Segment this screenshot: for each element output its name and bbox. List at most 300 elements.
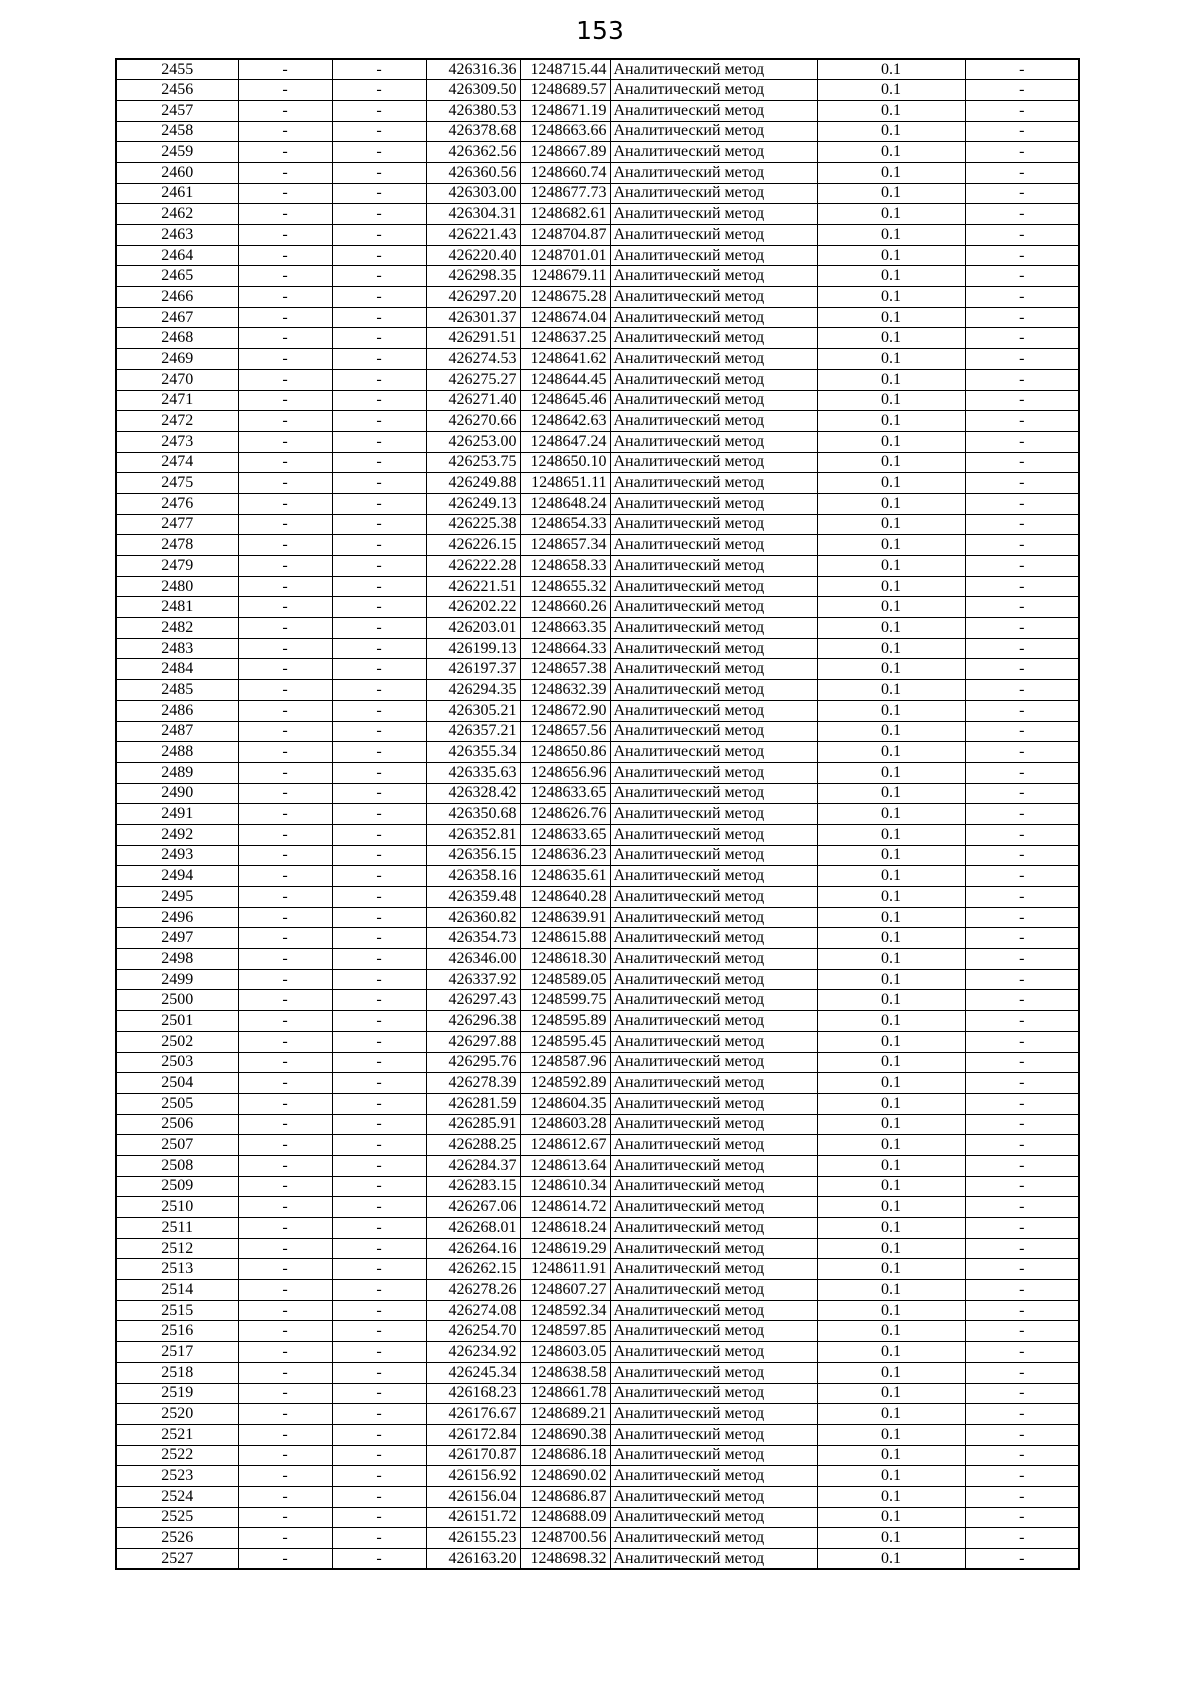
page-number: 153 <box>576 16 624 45</box>
x-coordinate-cell: 426305.21 <box>426 700 520 721</box>
y-coordinate-cell: 1248639.91 <box>520 907 610 928</box>
dash-cell: - <box>965 1280 1079 1301</box>
method-cell: Аналитический метод <box>610 1445 817 1466</box>
method-cell: Аналитический метод <box>610 349 817 370</box>
point-number-cell: 2485 <box>116 680 238 701</box>
accuracy-cell: 0.1 <box>817 1135 965 1156</box>
x-coordinate-cell: 426288.25 <box>426 1135 520 1156</box>
y-coordinate-cell: 1248651.11 <box>520 473 610 494</box>
method-cell: Аналитический метод <box>610 1300 817 1321</box>
method-cell: Аналитический метод <box>610 121 817 142</box>
point-number-cell: 2490 <box>116 783 238 804</box>
dash-cell: - <box>238 225 332 246</box>
dash-cell: - <box>965 576 1079 597</box>
dash-cell: - <box>965 638 1079 659</box>
table-body <box>116 59 1079 1569</box>
y-coordinate-cell: 1248607.27 <box>520 1280 610 1301</box>
x-coordinate-cell: 426380.53 <box>426 100 520 121</box>
dash-cell: - <box>332 742 426 763</box>
dash-cell: - <box>965 762 1079 783</box>
x-coordinate-cell: 426262.15 <box>426 1259 520 1280</box>
method-cell: Аналитический метод <box>610 514 817 535</box>
dash-cell: - <box>965 411 1079 432</box>
x-coordinate-cell: 426304.31 <box>426 204 520 225</box>
point-number-cell: 2465 <box>116 266 238 287</box>
accuracy-cell: 0.1 <box>817 1093 965 1114</box>
method-cell: Аналитический метод <box>610 162 817 183</box>
dash-cell: - <box>238 1486 332 1507</box>
point-number-cell: 2493 <box>116 845 238 866</box>
point-number-cell: 2515 <box>116 1300 238 1321</box>
y-coordinate-cell: 1248661.78 <box>520 1383 610 1404</box>
dash-cell: - <box>332 1321 426 1342</box>
point-number-cell: 2500 <box>116 990 238 1011</box>
accuracy-cell: 0.1 <box>817 804 965 825</box>
accuracy-cell: 0.1 <box>817 514 965 535</box>
table-row <box>116 100 1079 121</box>
dash-cell: - <box>965 1342 1079 1363</box>
method-cell: Аналитический метод <box>610 1321 817 1342</box>
dash-cell: - <box>238 349 332 370</box>
table-row <box>116 1176 1079 1197</box>
y-coordinate-cell: 1248589.05 <box>520 969 610 990</box>
dash-cell: - <box>332 721 426 742</box>
x-coordinate-cell: 426254.70 <box>426 1321 520 1342</box>
dash-cell: - <box>238 659 332 680</box>
table-row <box>116 411 1079 432</box>
table-row <box>116 638 1079 659</box>
accuracy-cell: 0.1 <box>817 100 965 121</box>
table-row <box>116 1114 1079 1135</box>
dash-cell: - <box>238 1549 332 1570</box>
dash-cell: - <box>332 183 426 204</box>
point-number-cell: 2520 <box>116 1404 238 1425</box>
accuracy-cell: 0.1 <box>817 369 965 390</box>
method-cell: Аналитический метод <box>610 990 817 1011</box>
table-row <box>116 1528 1079 1549</box>
dash-cell: - <box>332 680 426 701</box>
accuracy-cell: 0.1 <box>817 762 965 783</box>
dash-cell: - <box>238 452 332 473</box>
dash-cell: - <box>332 1507 426 1528</box>
dash-cell: - <box>965 556 1079 577</box>
dash-cell: - <box>238 411 332 432</box>
dash-cell: - <box>332 638 426 659</box>
accuracy-cell: 0.1 <box>817 845 965 866</box>
x-coordinate-cell: 426352.81 <box>426 824 520 845</box>
point-number-cell: 2524 <box>116 1486 238 1507</box>
dash-cell: - <box>332 514 426 535</box>
x-coordinate-cell: 426264.16 <box>426 1238 520 1259</box>
dash-cell: - <box>965 1197 1079 1218</box>
dash-cell: - <box>332 411 426 432</box>
dash-cell: - <box>965 659 1079 680</box>
dash-cell: - <box>965 328 1079 349</box>
dash-cell: - <box>965 266 1079 287</box>
method-cell: Аналитический метод <box>610 307 817 328</box>
dash-cell: - <box>238 887 332 908</box>
table-row <box>116 328 1079 349</box>
x-coordinate-cell: 426202.22 <box>426 597 520 618</box>
point-number-cell: 2462 <box>116 204 238 225</box>
dash-cell: - <box>238 1093 332 1114</box>
method-cell: Аналитический метод <box>610 887 817 908</box>
accuracy-cell: 0.1 <box>817 680 965 701</box>
dash-cell: - <box>238 1011 332 1032</box>
accuracy-cell: 0.1 <box>817 162 965 183</box>
dash-cell: - <box>238 307 332 328</box>
y-coordinate-cell: 1248647.24 <box>520 431 610 452</box>
y-coordinate-cell: 1248611.91 <box>520 1259 610 1280</box>
dash-cell: - <box>332 1383 426 1404</box>
point-number-cell: 2482 <box>116 618 238 639</box>
method-cell: Аналитический метод <box>610 1176 817 1197</box>
method-cell: Аналитический метод <box>610 1073 817 1094</box>
accuracy-cell: 0.1 <box>817 431 965 452</box>
dash-cell: - <box>238 1135 332 1156</box>
dash-cell: - <box>238 804 332 825</box>
x-coordinate-cell: 426350.68 <box>426 804 520 825</box>
point-number-cell: 2505 <box>116 1093 238 1114</box>
accuracy-cell: 0.1 <box>817 1280 965 1301</box>
accuracy-cell: 0.1 <box>817 1342 965 1363</box>
dash-cell: - <box>332 162 426 183</box>
dash-cell: - <box>965 1383 1079 1404</box>
y-coordinate-cell: 1248640.28 <box>520 887 610 908</box>
point-number-cell: 2466 <box>116 287 238 308</box>
dash-cell: - <box>238 1259 332 1280</box>
accuracy-cell: 0.1 <box>817 307 965 328</box>
method-cell: Аналитический метод <box>610 866 817 887</box>
dash-cell: - <box>238 1507 332 1528</box>
y-coordinate-cell: 1248663.35 <box>520 618 610 639</box>
x-coordinate-cell: 426156.92 <box>426 1466 520 1487</box>
x-coordinate-cell: 426301.37 <box>426 307 520 328</box>
y-coordinate-cell: 1248644.45 <box>520 369 610 390</box>
method-cell: Аналитический метод <box>610 1342 817 1363</box>
dash-cell: - <box>965 969 1079 990</box>
method-cell: Аналитический метод <box>610 1052 817 1073</box>
dash-cell: - <box>965 1238 1079 1259</box>
y-coordinate-cell: 1248650.86 <box>520 742 610 763</box>
coordinates-table <box>115 58 1080 1570</box>
point-number-cell: 2457 <box>116 100 238 121</box>
method-cell: Аналитический метод <box>610 824 817 845</box>
table-row <box>116 142 1079 163</box>
table-row <box>116 266 1079 287</box>
dash-cell: - <box>238 1466 332 1487</box>
dash-cell: - <box>238 618 332 639</box>
y-coordinate-cell: 1248689.57 <box>520 80 610 101</box>
accuracy-cell: 0.1 <box>817 59 965 80</box>
y-coordinate-cell: 1248658.33 <box>520 556 610 577</box>
y-coordinate-cell: 1248667.89 <box>520 142 610 163</box>
dash-cell: - <box>238 1321 332 1342</box>
x-coordinate-cell: 426221.43 <box>426 225 520 246</box>
accuracy-cell: 0.1 <box>817 204 965 225</box>
dash-cell: - <box>965 1135 1079 1156</box>
method-cell: Аналитический метод <box>610 638 817 659</box>
x-coordinate-cell: 426249.13 <box>426 493 520 514</box>
method-cell: Аналитический метод <box>610 183 817 204</box>
method-cell: Аналитический метод <box>610 59 817 80</box>
y-coordinate-cell: 1248599.75 <box>520 990 610 1011</box>
y-coordinate-cell: 1248675.28 <box>520 287 610 308</box>
point-number-cell: 2476 <box>116 493 238 514</box>
x-coordinate-cell: 426297.43 <box>426 990 520 1011</box>
x-coordinate-cell: 426172.84 <box>426 1424 520 1445</box>
accuracy-cell: 0.1 <box>817 266 965 287</box>
point-number-cell: 2527 <box>116 1549 238 1570</box>
dash-cell: - <box>238 493 332 514</box>
y-coordinate-cell: 1248619.29 <box>520 1238 610 1259</box>
accuracy-cell: 0.1 <box>817 597 965 618</box>
y-coordinate-cell: 1248610.34 <box>520 1176 610 1197</box>
point-number-cell: 2518 <box>116 1362 238 1383</box>
y-coordinate-cell: 1248690.38 <box>520 1424 610 1445</box>
point-number-cell: 2509 <box>116 1176 238 1197</box>
accuracy-cell: 0.1 <box>817 1424 965 1445</box>
point-number-cell: 2514 <box>116 1280 238 1301</box>
dash-cell: - <box>332 1114 426 1135</box>
dash-cell: - <box>238 1404 332 1425</box>
dash-cell: - <box>332 887 426 908</box>
accuracy-cell: 0.1 <box>817 907 965 928</box>
accuracy-cell: 0.1 <box>817 990 965 1011</box>
accuracy-cell: 0.1 <box>817 1259 965 1280</box>
x-coordinate-cell: 426284.37 <box>426 1155 520 1176</box>
dash-cell: - <box>332 804 426 825</box>
x-coordinate-cell: 426225.38 <box>426 514 520 535</box>
dash-cell: - <box>965 1507 1079 1528</box>
point-number-cell: 2473 <box>116 431 238 452</box>
method-cell: Аналитический метод <box>610 535 817 556</box>
dash-cell: - <box>332 990 426 1011</box>
point-number-cell: 2474 <box>116 452 238 473</box>
dash-cell: - <box>332 1259 426 1280</box>
dash-cell: - <box>332 1218 426 1239</box>
dash-cell: - <box>965 142 1079 163</box>
x-coordinate-cell: 426378.68 <box>426 121 520 142</box>
dash-cell: - <box>965 804 1079 825</box>
dash-cell: - <box>965 287 1079 308</box>
table-row <box>116 1073 1079 1094</box>
table-row <box>116 349 1079 370</box>
method-cell: Аналитический метод <box>610 1486 817 1507</box>
dash-cell: - <box>332 204 426 225</box>
dash-cell: - <box>238 700 332 721</box>
dash-cell: - <box>238 1052 332 1073</box>
dash-cell: - <box>965 1052 1079 1073</box>
y-coordinate-cell: 1248660.26 <box>520 597 610 618</box>
accuracy-cell: 0.1 <box>817 411 965 432</box>
dash-cell: - <box>238 969 332 990</box>
x-coordinate-cell: 426357.21 <box>426 721 520 742</box>
method-cell: Аналитический метод <box>610 80 817 101</box>
dash-cell: - <box>965 307 1079 328</box>
dash-cell: - <box>238 1197 332 1218</box>
dash-cell: - <box>965 1155 1079 1176</box>
accuracy-cell: 0.1 <box>817 1073 965 1094</box>
dash-cell: - <box>965 100 1079 121</box>
point-number-cell: 2477 <box>116 514 238 535</box>
dash-cell: - <box>332 328 426 349</box>
method-cell: Аналитический метод <box>610 969 817 990</box>
method-cell: Аналитический метод <box>610 576 817 597</box>
x-coordinate-cell: 426297.88 <box>426 1031 520 1052</box>
dash-cell: - <box>965 680 1079 701</box>
y-coordinate-cell: 1248686.87 <box>520 1486 610 1507</box>
accuracy-cell: 0.1 <box>817 142 965 163</box>
dash-cell: - <box>965 473 1079 494</box>
table-row <box>116 80 1079 101</box>
y-coordinate-cell: 1248618.30 <box>520 949 610 970</box>
method-cell: Аналитический метод <box>610 1093 817 1114</box>
method-cell: Аналитический метод <box>610 845 817 866</box>
dash-cell: - <box>965 700 1079 721</box>
point-number-cell: 2522 <box>116 1445 238 1466</box>
dash-cell: - <box>332 431 426 452</box>
x-coordinate-cell: 426253.75 <box>426 452 520 473</box>
dash-cell: - <box>965 80 1079 101</box>
table-row <box>116 1011 1079 1032</box>
accuracy-cell: 0.1 <box>817 949 965 970</box>
method-cell: Аналитический метод <box>610 142 817 163</box>
table-row <box>116 1280 1079 1301</box>
dash-cell: - <box>332 824 426 845</box>
dash-cell: - <box>238 1528 332 1549</box>
y-coordinate-cell: 1248635.61 <box>520 866 610 887</box>
accuracy-cell: 0.1 <box>817 969 965 990</box>
table-row <box>116 556 1079 577</box>
dash-cell: - <box>965 845 1079 866</box>
dash-cell: - <box>332 59 426 80</box>
y-coordinate-cell: 1248633.65 <box>520 824 610 845</box>
table-row <box>116 1093 1079 1114</box>
method-cell: Аналитический метод <box>610 680 817 701</box>
y-coordinate-cell: 1248657.38 <box>520 659 610 680</box>
method-cell: Аналитический метод <box>610 742 817 763</box>
point-number-cell: 2455 <box>116 59 238 80</box>
method-cell: Аналитический метод <box>610 1404 817 1425</box>
dash-cell: - <box>332 1445 426 1466</box>
y-coordinate-cell: 1248663.66 <box>520 121 610 142</box>
dash-cell: - <box>238 183 332 204</box>
x-coordinate-cell: 426267.06 <box>426 1197 520 1218</box>
table-row <box>116 514 1079 535</box>
dash-cell: - <box>965 1218 1079 1239</box>
x-coordinate-cell: 426151.72 <box>426 1507 520 1528</box>
dash-cell: - <box>332 390 426 411</box>
dash-cell: - <box>238 1445 332 1466</box>
point-number-cell: 2507 <box>116 1135 238 1156</box>
table-row <box>116 225 1079 246</box>
dash-cell: - <box>965 369 1079 390</box>
table-row <box>116 824 1079 845</box>
method-cell: Аналитический метод <box>610 266 817 287</box>
dash-cell: - <box>238 949 332 970</box>
x-coordinate-cell: 426176.67 <box>426 1404 520 1425</box>
point-number-cell: 2456 <box>116 80 238 101</box>
y-coordinate-cell: 1248615.88 <box>520 928 610 949</box>
table-row <box>116 680 1079 701</box>
x-coordinate-cell: 426297.20 <box>426 287 520 308</box>
dash-cell: - <box>238 845 332 866</box>
dash-cell: - <box>238 142 332 163</box>
method-cell: Аналитический метод <box>610 1238 817 1259</box>
method-cell: Аналитический метод <box>610 473 817 494</box>
accuracy-cell: 0.1 <box>817 1218 965 1239</box>
x-coordinate-cell: 426203.01 <box>426 618 520 639</box>
x-coordinate-cell: 426295.76 <box>426 1052 520 1073</box>
dash-cell: - <box>238 783 332 804</box>
table-row <box>116 245 1079 266</box>
x-coordinate-cell: 426296.38 <box>426 1011 520 1032</box>
y-coordinate-cell: 1248674.04 <box>520 307 610 328</box>
dash-cell: - <box>965 783 1079 804</box>
dash-cell: - <box>238 721 332 742</box>
point-number-cell: 2502 <box>116 1031 238 1052</box>
x-coordinate-cell: 426163.20 <box>426 1549 520 1570</box>
x-coordinate-cell: 426275.27 <box>426 369 520 390</box>
method-cell: Аналитический метод <box>610 928 817 949</box>
dash-cell: - <box>238 369 332 390</box>
table-row <box>116 59 1079 80</box>
accuracy-cell: 0.1 <box>817 1052 965 1073</box>
accuracy-cell: 0.1 <box>817 783 965 804</box>
x-coordinate-cell: 426170.87 <box>426 1445 520 1466</box>
x-coordinate-cell: 426168.23 <box>426 1383 520 1404</box>
method-cell: Аналитический метод <box>610 1383 817 1404</box>
table-row <box>116 742 1079 763</box>
x-coordinate-cell: 426270.66 <box>426 411 520 432</box>
point-number-cell: 2486 <box>116 700 238 721</box>
method-cell: Аналитический метод <box>610 1424 817 1445</box>
point-number-cell: 2484 <box>116 659 238 680</box>
accuracy-cell: 0.1 <box>817 452 965 473</box>
dash-cell: - <box>332 1486 426 1507</box>
dash-cell: - <box>238 990 332 1011</box>
y-coordinate-cell: 1248690.02 <box>520 1466 610 1487</box>
method-cell: Аналитический метод <box>610 1549 817 1570</box>
table-row <box>116 1404 1079 1425</box>
dash-cell: - <box>238 162 332 183</box>
y-coordinate-cell: 1248664.33 <box>520 638 610 659</box>
dash-cell: - <box>332 1280 426 1301</box>
table-row <box>116 1507 1079 1528</box>
dash-cell: - <box>332 1238 426 1259</box>
dash-cell: - <box>965 1300 1079 1321</box>
table-row <box>116 162 1079 183</box>
table-row <box>116 949 1079 970</box>
dash-cell: - <box>965 597 1079 618</box>
y-coordinate-cell: 1248614.72 <box>520 1197 610 1218</box>
point-number-cell: 2523 <box>116 1466 238 1487</box>
table-row <box>116 1466 1079 1487</box>
method-cell: Аналитический метод <box>610 431 817 452</box>
point-number-cell: 2478 <box>116 535 238 556</box>
dash-cell: - <box>965 990 1079 1011</box>
dash-cell: - <box>238 1238 332 1259</box>
dash-cell: - <box>238 1176 332 1197</box>
dash-cell: - <box>238 121 332 142</box>
method-cell: Аналитический метод <box>610 287 817 308</box>
accuracy-cell: 0.1 <box>817 1404 965 1425</box>
accuracy-cell: 0.1 <box>817 638 965 659</box>
point-number-cell: 2516 <box>116 1321 238 1342</box>
dash-cell: - <box>965 907 1079 928</box>
dash-cell: - <box>238 742 332 763</box>
